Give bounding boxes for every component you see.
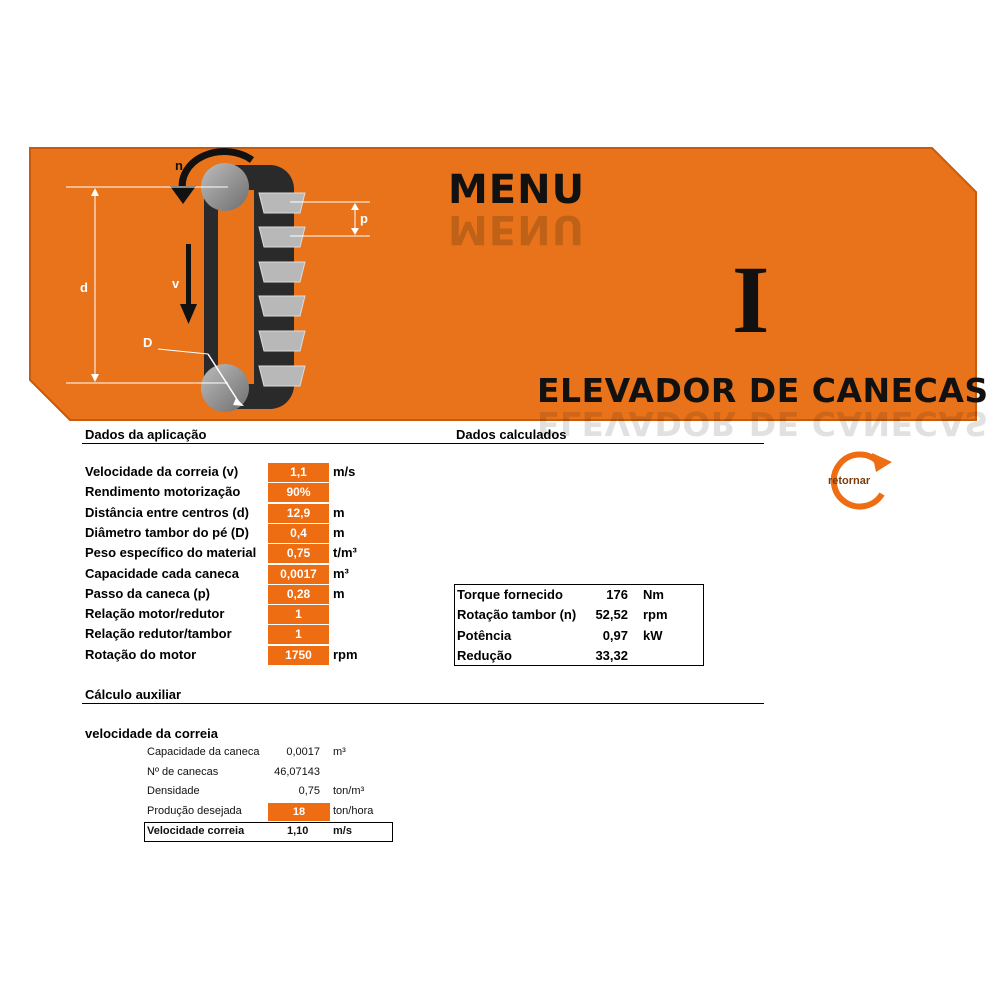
input-unit: t/m³ [333, 545, 357, 561]
label-v: v [172, 276, 180, 291]
aux-label: Densidade [147, 785, 200, 798]
calc-unit: rpm [643, 607, 668, 623]
result-label: Velocidade correia [147, 825, 245, 837]
calc-unit: kW [643, 627, 663, 643]
belt-speed-header: velocidade da correia [85, 726, 218, 741]
input-label: Relação redutor/tambor [85, 626, 232, 642]
calc-label: Potência [457, 627, 512, 643]
retornar-label: retornar [828, 475, 871, 487]
input-value-cell[interactable]: 0,4 [268, 524, 329, 544]
input-value-cell[interactable]: 1 [268, 625, 329, 645]
aux-label: Capacidade da caneca [147, 746, 260, 758]
input-value-cell[interactable]: 0,75 [268, 544, 329, 564]
calc-value: 52,52 [595, 607, 628, 623]
input-label: Capacidade cada caneca [85, 565, 239, 581]
result-unit: m/s [333, 825, 352, 837]
calc-value: 176 [606, 587, 628, 602]
label-p: p [360, 211, 368, 226]
input-unit: m/s [333, 464, 356, 479]
aux-unit: ton/m³ [333, 785, 365, 798]
aux-unit: m³ [333, 746, 346, 758]
label-D: D [143, 335, 153, 350]
aux-value: 46,07143 [274, 765, 320, 778]
input-label: Distância entre centros (d) [85, 504, 249, 520]
menu-title-reflection: MENU [448, 206, 586, 252]
input-unit: m [333, 585, 345, 601]
label-d: d [80, 280, 88, 295]
input-value-cell[interactable]: 1750 [268, 646, 329, 666]
input-label: Velocidade da correia (v) [85, 464, 239, 479]
auxiliary-header: Cálculo auxiliar [85, 687, 182, 702]
application-header: Dados da aplicação [85, 427, 207, 442]
input-label: Diâmetro tambor do pé (D) [85, 524, 249, 540]
label-n: n [175, 158, 183, 173]
aux-input-cell[interactable]: 18 [268, 803, 330, 821]
input-value-cell[interactable]: 0,0017 [268, 565, 329, 585]
subtitle-reflection: ELEVADOR DE CANECAS [537, 404, 989, 443]
aux-value: 0,75 [298, 785, 320, 798]
calc-unit: Nm [643, 587, 664, 602]
aux-label: Produção desejada [147, 804, 242, 817]
section-number: I [732, 246, 770, 353]
calc-label: Torque fornecido [457, 587, 563, 602]
input-label: Relação motor/redutor [85, 606, 225, 622]
calc-value: 33,32 [595, 647, 628, 663]
input-unit: m³ [333, 565, 349, 581]
calculated-header: Dados calculados [456, 427, 567, 442]
input-unit: m [333, 504, 345, 520]
aux-unit: ton/hora [333, 804, 374, 817]
page-subtitle: ELEVADOR DE CANECAS [537, 371, 989, 410]
input-label: Rotação do motor [85, 646, 197, 662]
input-label: Passo da caneca (p) [85, 585, 210, 601]
menu-title: MENU [448, 167, 586, 213]
calc-label: Rotação tambor (n) [457, 607, 577, 623]
input-unit: m [333, 524, 345, 540]
input-label: Peso específico do material [85, 545, 257, 561]
aux-value: 0,0017 [286, 746, 320, 758]
input-value-cell[interactable]: 90% [268, 483, 329, 503]
result-value: 1,10 [287, 825, 309, 837]
auxiliary-divider [82, 703, 764, 704]
input-value-cell[interactable]: 1,1 [268, 463, 329, 483]
input-label: Rendimento motorização [85, 484, 241, 500]
input-value-cell[interactable]: 1 [268, 605, 329, 625]
header-divider [82, 443, 764, 444]
calc-label: Redução [457, 647, 512, 663]
input-value-cell[interactable]: 12,9 [268, 504, 329, 524]
input-unit: rpm [333, 646, 358, 662]
calc-value: 0,97 [602, 627, 628, 643]
retornar-button[interactable] [826, 448, 896, 510]
input-value-cell[interactable]: 0,28 [268, 585, 329, 605]
aux-label: Nº de canecas [147, 765, 219, 778]
